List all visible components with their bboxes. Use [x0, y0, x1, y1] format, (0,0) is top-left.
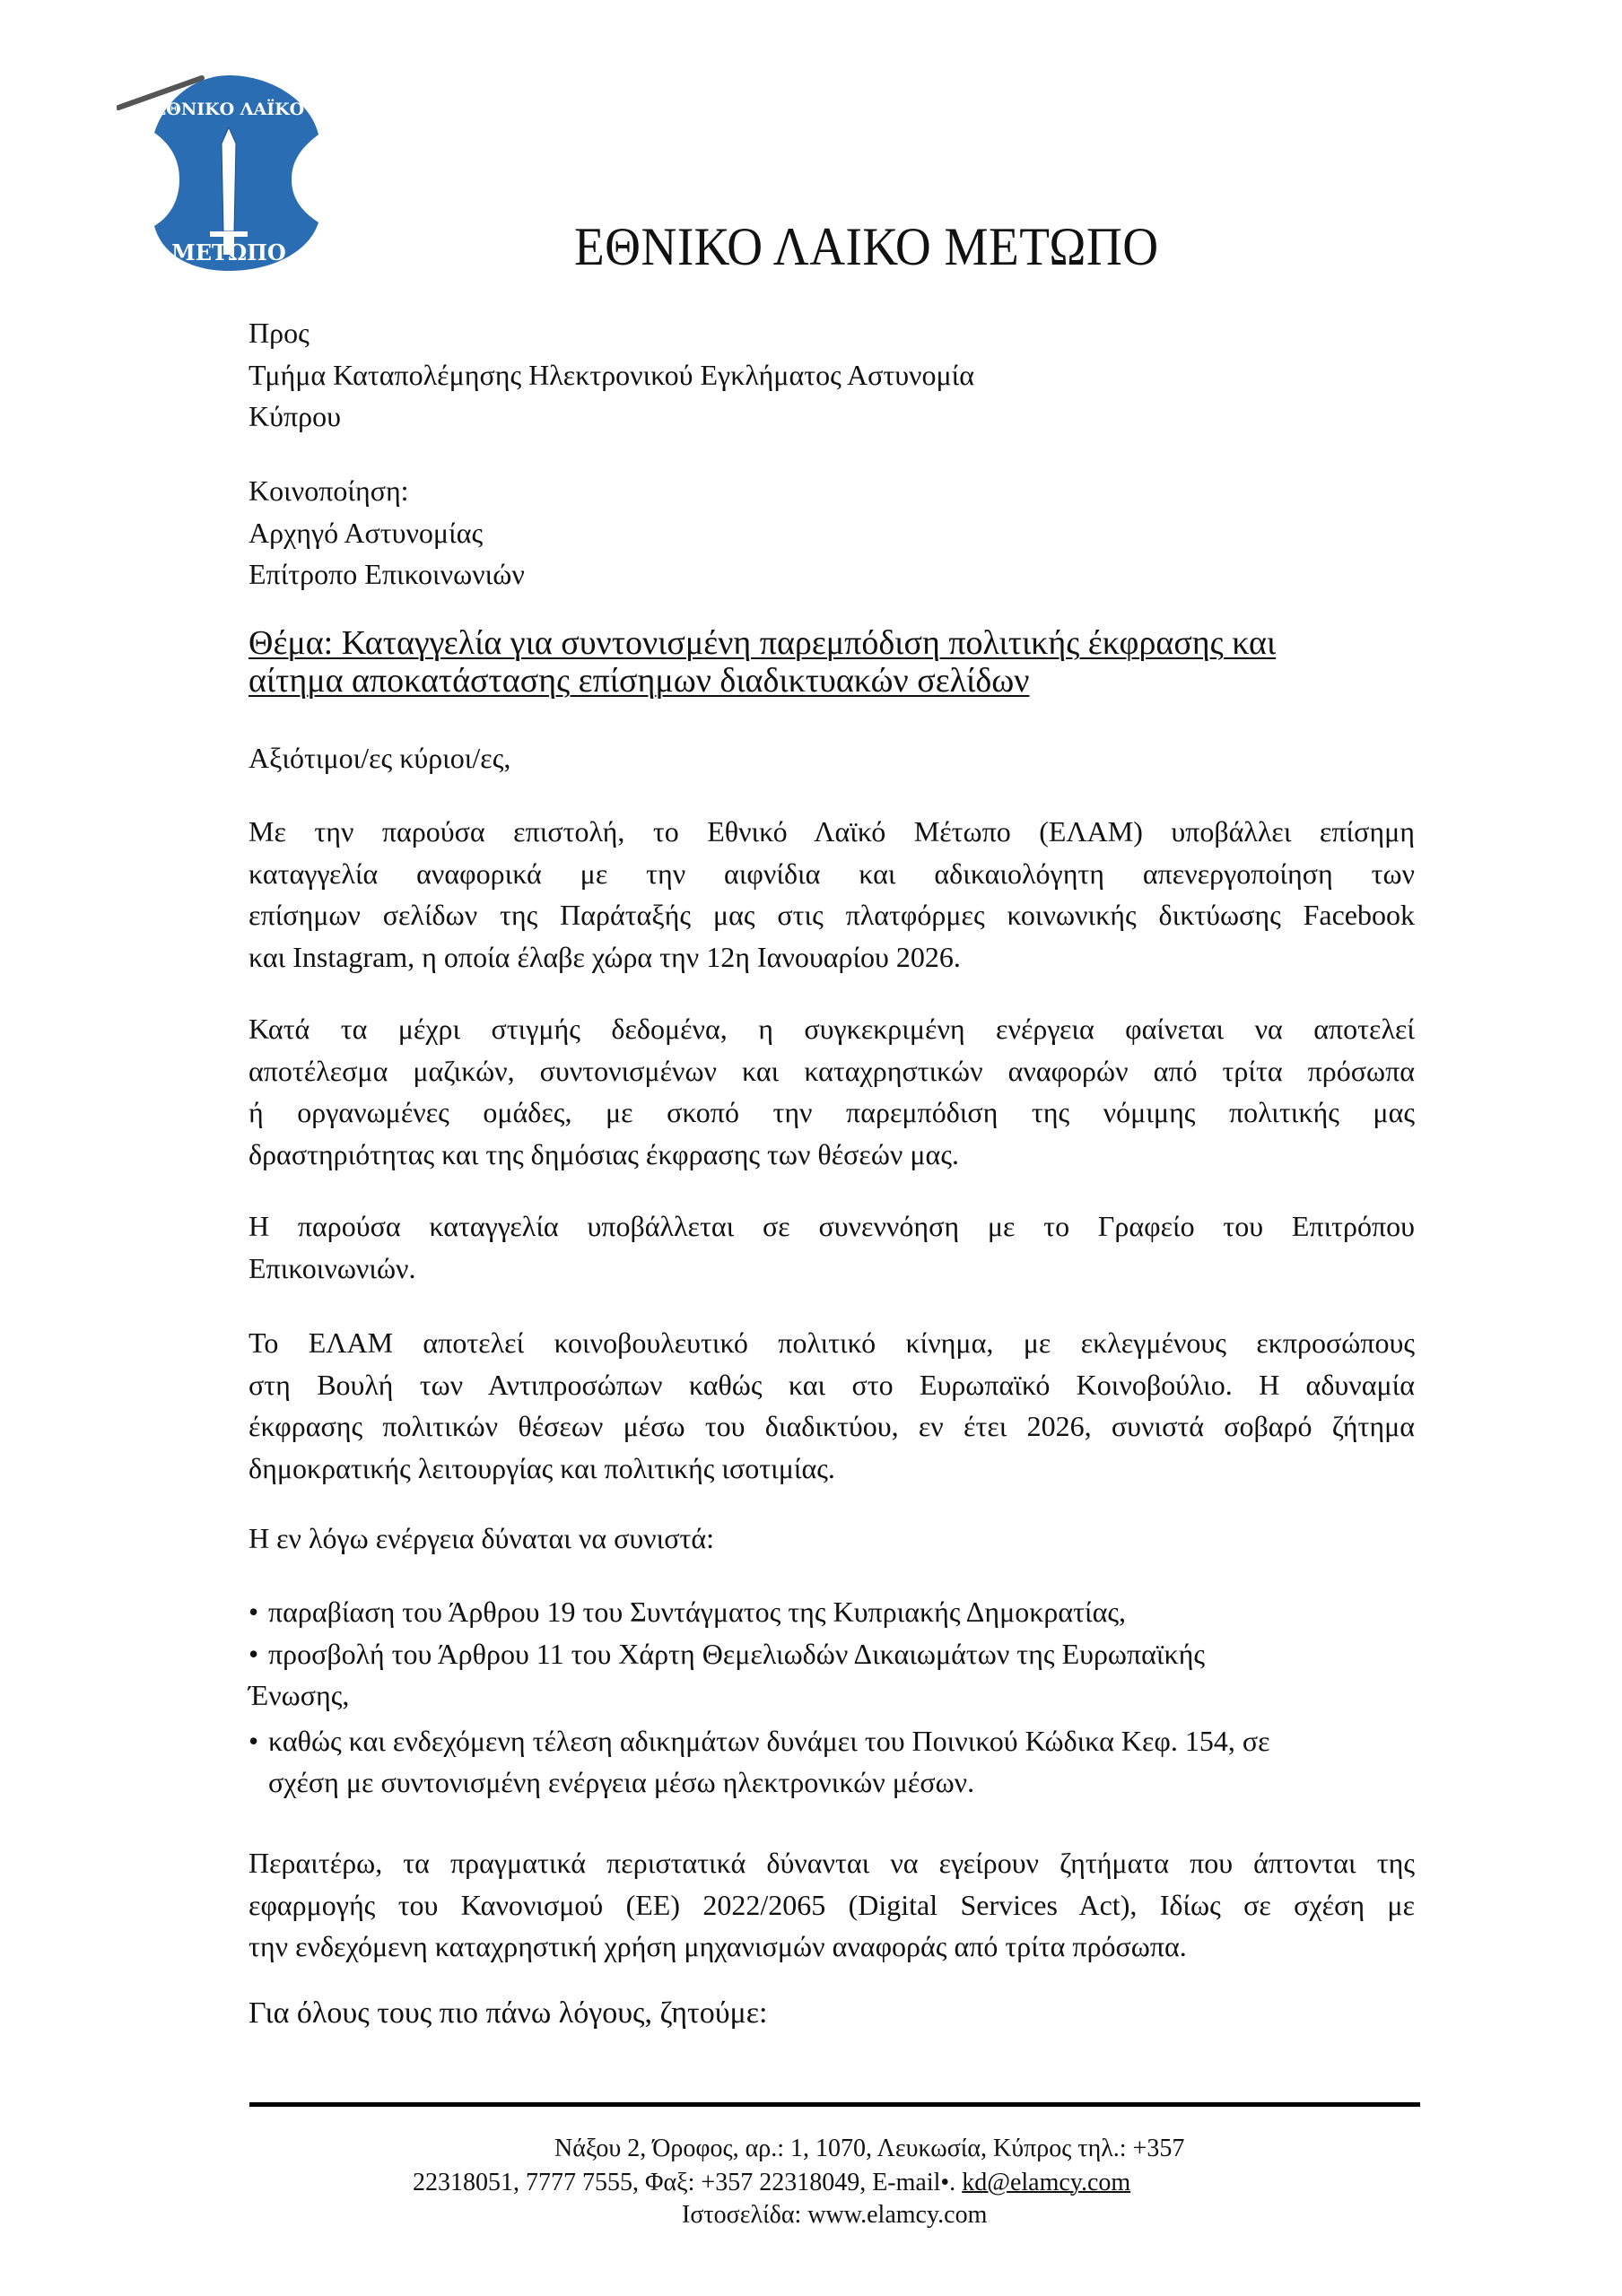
- recipient-block: [249, 312, 1415, 438]
- bullet-icon: •: [249, 1596, 259, 1628]
- closing-intro-text: Για όλους τους πιο πάνω λόγους, ζητούμε:: [249, 1996, 768, 2030]
- paragraph-parliament: [249, 1322, 1415, 1489]
- list-item-continuation: σχέση με συντονισμένη ενέργεια μέσω ηλεκτρονικών μέσων.: [268, 1766, 975, 1798]
- cc-block: [249, 470, 1415, 596]
- list-item: [249, 1591, 1415, 1633]
- sword-shield-icon: [117, 63, 332, 278]
- paragraph-line: Επικοινωνιών.: [249, 1251, 416, 1284]
- list-item: [249, 1720, 1415, 1762]
- closing-intro: [249, 1993, 1415, 2035]
- salutation: [249, 737, 1415, 779]
- list-item-continuation: Ένωσης,: [249, 1679, 350, 1711]
- paragraph-complaint: [249, 811, 1415, 978]
- footer-divider: [249, 2102, 1420, 2107]
- paragraph-line: στη Βουλή των Αντιπροσώπων καθώς και στο Ευρωπαϊκό Κοινοβούλιο. Η αδυναμία: [249, 1368, 1415, 1401]
- letterhead-title: ΕΘΝΙΚΟ ΛΑΙΚΟ ΜΕΤΩΠΟ: [574, 217, 1159, 276]
- list-item-text: παραβίαση του Άρθρου 19 του Συντάγματος της Κυπριακής Δημοκρατίας,: [268, 1596, 1127, 1628]
- bullet-icon: •: [249, 1637, 259, 1670]
- list-item-text: καθώς και ενδεχόμενη τέλεση αδικημάτων δυνάμει του Ποινικού Κώδικα Κεφ. 154, σε: [268, 1724, 1270, 1757]
- paragraph-line: καταγγελία αναφορικά με την αιφνίδια και αδικαιολόγητη απενεργοποίηση των: [249, 857, 1415, 890]
- paragraph-line: την ενδεχόμενη καταχρηστική χρήση μηχανισμών αναφοράς από τρίτα πρόσωπα.: [249, 1930, 1187, 1962]
- paragraph-line: και Instagram, η οποία έλαβε χώρα την 12η Ιανουαρίου 2026.: [249, 940, 961, 973]
- paragraph-line: Κατά τα μέχρι στιγμής δεδομένα, η συγκεκριμένη ενέργεια φαίνεται να αποτελεί: [249, 1013, 1415, 1045]
- list-intro: [249, 1518, 1415, 1560]
- email-link[interactable]: kd@elamcy.com: [962, 2169, 1131, 2196]
- paragraph-line: Το ΕΛΑΜ αποτελεί κοινοβουλευτικό πολιτικό κίνημα, με εκλεγμένους εκπροσώπους: [249, 1326, 1415, 1359]
- svg-text:ΜΕΤΩΠΟ: ΜΕΤΩΠΟ: [171, 239, 286, 265]
- footer-website: Ιστοσελίδα: www.elamcy.com: [682, 2201, 988, 2229]
- subject-line: Θέμα: Καταγγελία για συντονισμένη παρεμπόδιση πολιτικής έκφρασης και: [249, 624, 1277, 662]
- footer-address: Νάξου 2, Όροφος, αρ.: 1, 1070, Λευκωσία, Κύπρος τηλ.: +357: [554, 2135, 1185, 2162]
- list-intro-text: Η εν λόγω ενέργεια δύναται να συνιστά:: [249, 1522, 715, 1554]
- recipient-line: Κύπρου: [249, 400, 341, 432]
- paragraph-line: Με την παρούσα επιστολή, το Εθνικό Λαϊκό Μέτωπο (ΕΛΑΜ) υποβάλλει επίσημη: [249, 815, 1415, 848]
- paragraph-line: επίσημων σελίδων της Παράταξής μας στις πλατφόρμες κοινωνικής δικτύωσης Facebook: [249, 899, 1415, 931]
- bullet-icon: •: [249, 1724, 259, 1757]
- recipient-label: Προς: [249, 317, 310, 349]
- paragraph-line: Η παρούσα καταγγελία υποβάλλεται σε συνεννόηση με το Γραφείο του Επιτρόπου: [249, 1210, 1415, 1242]
- cc-label: Κοινοποίηση:: [249, 474, 409, 507]
- recipient-line: Τμήμα Καταπολέμησης Ηλεκτρονικού Εγκλήματος Αστυνομία: [249, 358, 975, 391]
- svg-text:ΕΘΝΙΚΟ ΛΑΪΚΟ: ΕΘΝΙΚΟ ΛΑΪΚΟ: [153, 100, 305, 119]
- paragraph-line: ή οργανωμένες ομάδες, με σκοπό την παρεμπόδιση της νόμιμης πολιτικής μας: [249, 1096, 1415, 1128]
- paragraph-line: αποτέλεσμα μαζικών, συντονισμένων και καταχρηστικών αναφορών από τρίτα πρόσωπα: [249, 1054, 1415, 1087]
- violations-list: [249, 1591, 1415, 1804]
- list-item: [249, 1633, 1415, 1675]
- paragraph-line: έκφρασης πολιτικών θέσεων μέσω του διαδικτύου, εν έτει 2026, συνιστά σοβαρό ζήτημα: [249, 1410, 1415, 1442]
- paragraph-line: εφαρμογής του Κανονισμού (ΕΕ) 2022/2065 (Digital Services Act), Ιδίως σε σχέση με: [249, 1888, 1415, 1921]
- party-logo: [117, 63, 332, 278]
- cc-line: Επίτροπο Επικοινωνιών: [249, 558, 525, 590]
- salutation-text: Αξιότιμοι/ες κύριοι/ες,: [249, 742, 511, 774]
- paragraph-line: δημοκρατικής λειτουργίας και πολιτικής ισοτιμίας.: [249, 1451, 835, 1484]
- footer-phones: 22318051, 7777 7555, Φαξ: +357 22318049, E-mail•.: [413, 2169, 963, 2196]
- paragraph-line: Περαιτέρω, τα πραγματικά περιστατικά δύνανται να εγείρουν ζητήματα που άπτονται της: [249, 1847, 1415, 1879]
- subject-line: αίτημα αποκατάστασης επίσημων διαδικτυακών σελίδων: [249, 662, 1030, 700]
- paragraph-commissioner: [249, 1205, 1415, 1289]
- paragraph-dsa: [249, 1842, 1415, 1968]
- cc-line: Αρχηγό Αστυνομίας: [249, 516, 484, 549]
- list-item-text: προσβολή του Άρθρου 11 του Χάρτη Θεμελιωδών Δικαιωμάτων της Ευρωπαϊκής: [268, 1637, 1206, 1670]
- paragraph-line: δραστηριότητας και της δημόσιας έκφρασης των θέσεών μας.: [249, 1137, 959, 1170]
- subject-block: [249, 624, 1415, 700]
- footer-contacts: [233, 2167, 1615, 2199]
- paragraph-data: [249, 1008, 1415, 1175]
